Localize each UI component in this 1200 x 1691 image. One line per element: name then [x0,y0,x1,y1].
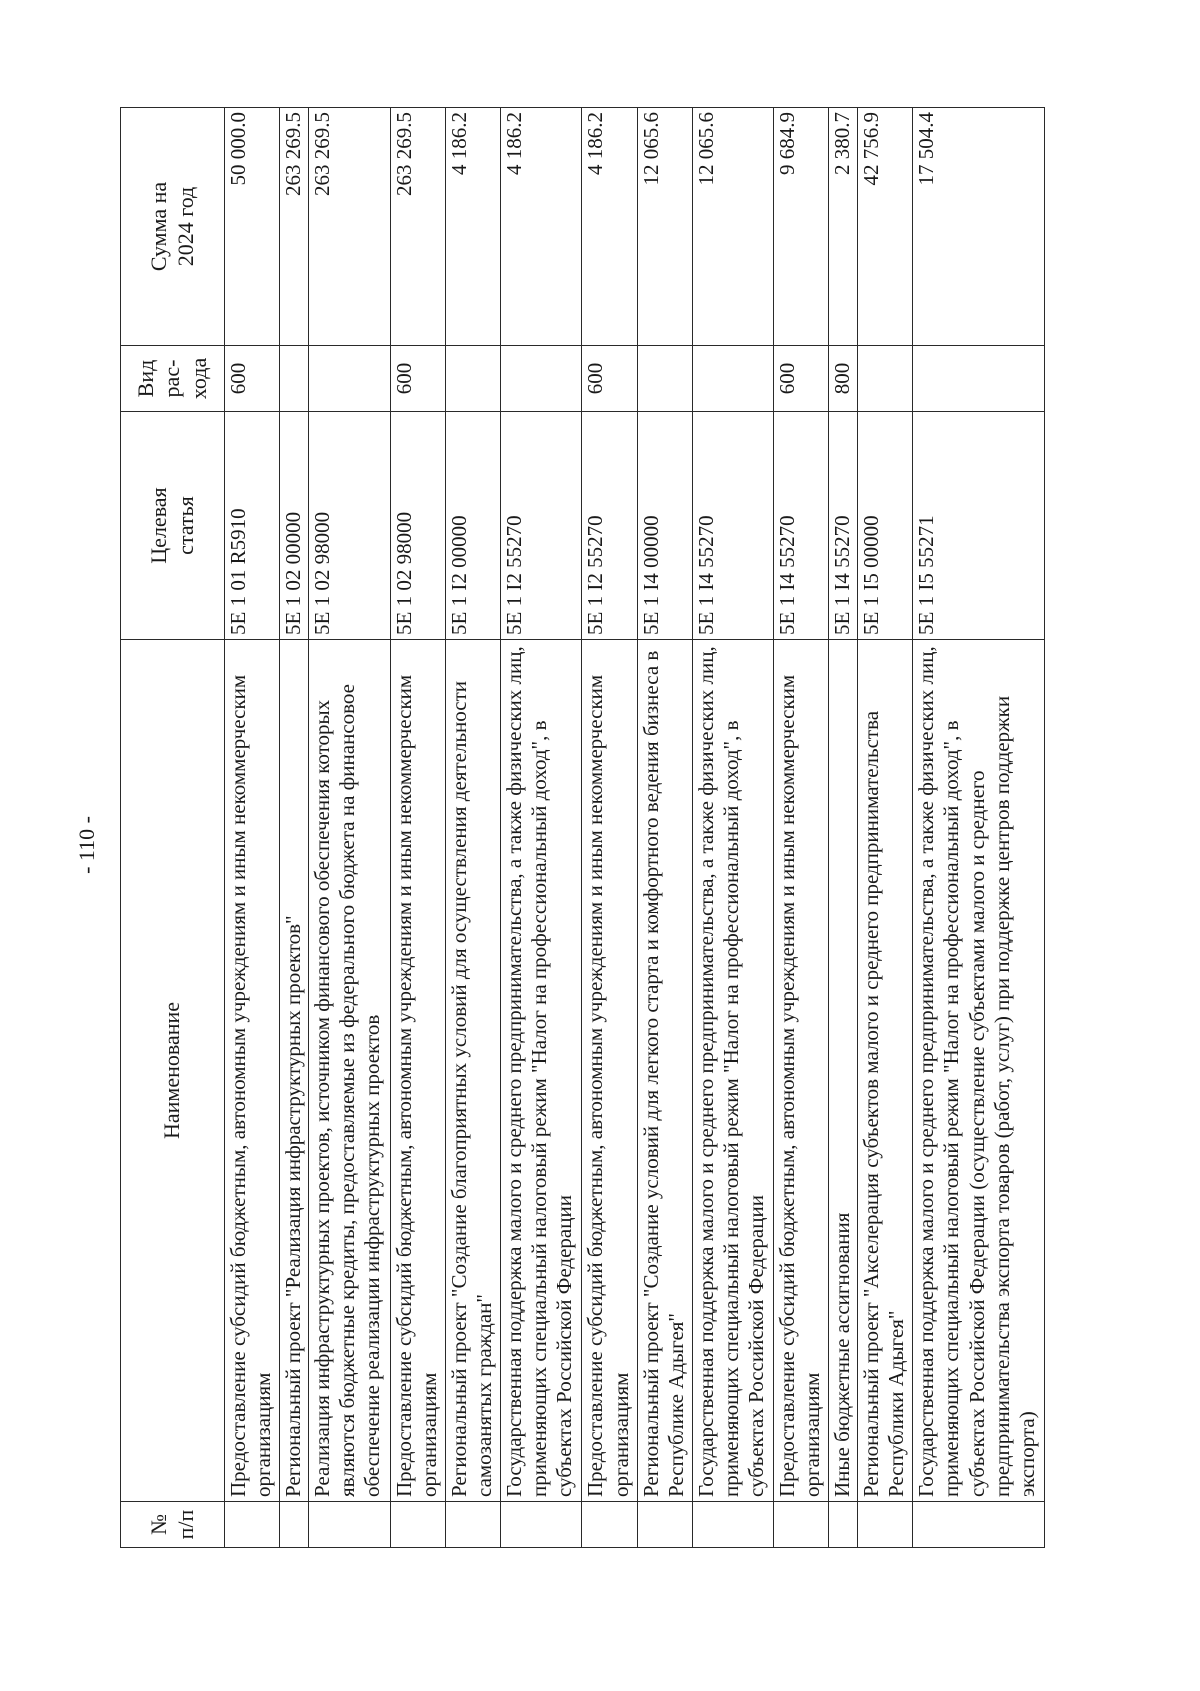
row-kind: 600 [225,346,280,412]
header-name: Наименование [121,640,225,1502]
row-kind [500,346,582,412]
header-kind-line: рас- [159,359,185,398]
row-num [692,1502,774,1548]
row-num [280,1502,309,1548]
budget-table [120,107,1045,1548]
row-kind: 600 [774,346,829,412]
row-name: Региональный проект "Создание условий для легкого старта и комфортного ведения бизнеса в Республике Адыгея" [637,640,692,1502]
header-num-line: п/п [172,1509,198,1540]
table-row [913,108,1045,1548]
row-code: 5Е 1 I4 55270 [829,412,858,640]
header-sum [121,108,225,346]
table-row [225,108,280,1548]
row-name: Государственная поддержка малого и среднего предпринимательства, а также физических лиц, применяющих специальный налоговый режим "Налог на профессиональный доход", в субъектах Российской Федерации (осуществление субъектами малого и среднего предпринимательства экспорта товаров (работ, услуг) при поддержке центров поддержки экспорта) [913,640,1045,1502]
row-sum: 263 269.5 [390,108,445,346]
row-code: 5Е 1 I4 55270 [774,412,829,640]
row-num [225,1502,280,1548]
row-name: Региональный проект "Реализация инфраструктурных проектов" [280,640,309,1502]
row-sum: 50 000.0 [225,108,280,346]
row-num [308,1502,390,1548]
header-kind-line: Вид [132,359,158,398]
row-code: 5Е 1 I4 55270 [692,412,774,640]
table-row [582,108,637,1548]
row-num [858,1502,913,1548]
header-kind [121,346,225,412]
row-name: Государственная поддержка малого и среднего предпринимательства, а также физических лиц, применяющих специальный налоговый режим "Налог на профессиональный доход", в субъектах Российской Федерации [692,640,774,1502]
row-kind: 800 [829,346,858,412]
row-name: Иные бюджетные ассигнования [829,640,858,1502]
header-code-line: статья [172,496,198,555]
page-number: - 110 - [74,816,99,874]
row-kind [858,346,913,412]
table-row [774,108,829,1548]
row-kind: 600 [390,346,445,412]
table-row [829,108,858,1548]
row-name: Предоставление субсидий бюджетным, автономным учреждениям и иным некоммерческим организациям [390,640,445,1502]
row-code: 5Е 1 I4 00000 [637,412,692,640]
row-sum: 2 380.7 [829,108,858,346]
header-num [121,1502,225,1548]
row-name: Реализация инфраструктурных проектов, источником финансового обеспечения которых являются бюджетные кредиты, предоставляемые из федерального бюджета на финансовое обеспечение реализации инфраструктурных проектов [308,640,390,1502]
table-row [445,108,500,1548]
row-name: Предоставление субсидий бюджетным, автономным учреждениям и иным некоммерческим организациям [225,640,280,1502]
row-code: 5Е 1 02 98000 [390,412,445,640]
row-sum: 4 186.2 [582,108,637,346]
table-row [390,108,445,1548]
row-code: 5Е 1 I5 00000 [858,412,913,640]
row-sum: 12 065.6 [692,108,774,346]
row-kind: 600 [582,346,637,412]
table-row [308,108,390,1548]
document-table-frame [120,108,1045,1548]
row-sum: 17 504.4 [913,108,1045,346]
row-sum: 263 269.5 [308,108,390,346]
row-num [390,1502,445,1548]
row-kind [692,346,774,412]
row-sum: 4 186.2 [500,108,582,346]
header-sum-line: Сумма на [146,181,172,272]
row-code: 5Е 1 I2 55270 [582,412,637,640]
row-kind [913,346,1045,412]
row-name: Предоставление субсидий бюджетным, автономным учреждениям и иным некоммерческим организациям [774,640,829,1502]
header-code [121,412,225,640]
row-name: Предоставление субсидий бюджетным, автономным учреждениям и иным некоммерческим организациям [582,640,637,1502]
row-code: 5Е 1 I2 00000 [445,412,500,640]
row-num [637,1502,692,1548]
row-kind [280,346,309,412]
row-code: 5Е 1 02 00000 [280,412,309,640]
row-code: 5Е 1 01 R5910 [225,412,280,640]
table-row [637,108,692,1548]
table-row [692,108,774,1548]
row-num [774,1502,829,1548]
header-sum-line: 2024 год [172,186,198,267]
row-num [829,1502,858,1548]
row-name: Региональный проект "Создание благоприятных условий для осуществления деятельности самозанятых граждан" [445,640,500,1502]
row-kind [637,346,692,412]
row-sum: 12 065.6 [637,108,692,346]
table-row [280,108,309,1548]
table-row [858,108,913,1548]
row-num [500,1502,582,1548]
row-kind [445,346,500,412]
row-code: 5Е 1 I5 55271 [913,412,1045,640]
header-num-line: № [146,1514,172,1535]
table-row [500,108,582,1548]
row-sum: 4 186.2 [445,108,500,346]
row-sum: 42 756.9 [858,108,913,346]
row-sum: 9 684.9 [774,108,829,346]
row-name: Государственная поддержка малого и среднего предпринимательства, а также физических лиц, применяющих специальный налоговый режим "Налог на профессиональный доход", в субъектах Российской Федерации [500,640,582,1502]
row-code: 5Е 1 02 98000 [308,412,390,640]
row-sum: 263 269.5 [280,108,309,346]
row-kind [308,346,390,412]
table-header-row [121,108,225,1548]
row-code: 5Е 1 I2 55270 [500,412,582,640]
row-num [913,1502,1045,1548]
header-kind-line: хода [185,357,211,400]
row-num [582,1502,637,1548]
header-code-line: Целевая [146,487,172,564]
row-name: Региональный проект "Акселерация субъектов малого и среднего предпринимательства Республики Адыгея" [858,640,913,1502]
row-num [445,1502,500,1548]
